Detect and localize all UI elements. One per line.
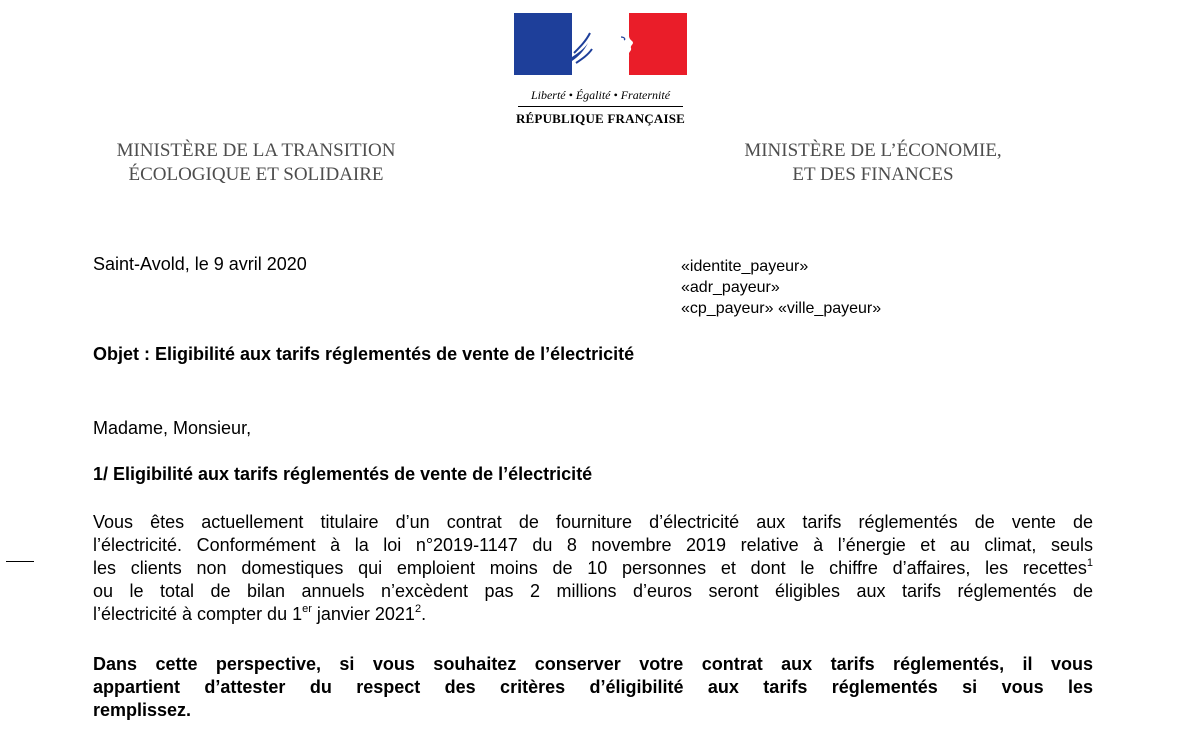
eligibility-line-5-text-c: .	[421, 604, 427, 624]
eligibility-line-5-text-a: l’électricité à compter du 1	[93, 604, 303, 624]
ministry-ecology	[60, 139, 452, 187]
eligibility-line-3	[93, 557, 1093, 580]
ministry-economy	[676, 139, 1070, 187]
republic-motto: Liberté • Égalité • Fraternité	[530, 88, 671, 102]
recipient-city: «cp_payeur» «ville_payeur»	[681, 300, 882, 317]
ordinal-suffix: er	[302, 603, 312, 615]
attestation-paragraph	[93, 653, 1093, 722]
recipient-street: «adr_payeur»	[681, 279, 780, 296]
eligibility-line-5-text-b: janvier 2021	[311, 604, 415, 624]
footnote-ref-2: 2	[414, 603, 422, 615]
ministry-ecology-line2: ÉCOLOGIQUE ET SOLIDAIRE	[128, 164, 384, 185]
eligibility-line-5	[93, 603, 1093, 626]
margin-fold-mark	[6, 561, 34, 562]
recipient-identity: «identite_payeur»	[681, 258, 809, 275]
salutation: Madame, Monsieur,	[93, 418, 252, 438]
motto-divider	[518, 106, 683, 107]
eligibility-line-2: l’électricité. Conformément à la loi n°2019-1147 du 8 novembre 2019 relative à l’énergie et au climat, seuls	[93, 535, 1093, 555]
ministry-ecology-line1: MINISTÈRE DE LA TRANSITION	[116, 140, 396, 161]
attestation-line-3: remplissez.	[93, 700, 192, 720]
eligibility-line-4: ou le total de bilan annuels n’excèdent pas 2 millions d’euros seront éligibles aux tarifs réglementés de	[93, 581, 1093, 601]
eligibility-line-1: Vous êtes actuellement titulaire d’un contrat de fourniture d’électricité aux tarifs réglementés de vente de	[93, 512, 1093, 532]
attestation-line-1: Dans cette perspective, si vous souhaitez conserver votre contrat aux tarifs réglementés, il vous	[93, 654, 1093, 674]
ministry-economy-line2: ET DES FINANCES	[792, 164, 954, 185]
eligibility-line-3-text: les clients non domestiques qui emploient moins de 10 personnes et dont le chiffre d’affaires, les recettes	[93, 558, 1087, 578]
marianne-flag-icon	[514, 13, 687, 75]
attestation-line-2: appartient d’attester du respect des critères d’éligibilité aux tarifs réglementés si vous les	[93, 677, 1093, 697]
place-date: Saint-Avold, le 9 avril 2020	[93, 254, 307, 274]
letter-subject: Objet : Eligibilité aux tarifs réglementés de vente de l’électricité	[93, 344, 635, 364]
recipient-address	[681, 256, 881, 319]
marianne-logo	[514, 13, 687, 126]
section-1-title: 1/ Eligibilité aux tarifs réglementés de vente de l’électricité	[93, 464, 593, 484]
ministry-economy-line1: MINISTÈRE DE L’ÉCONOMIE,	[744, 140, 1002, 161]
eligibility-paragraph	[93, 511, 1093, 626]
footnote-ref-1: 1	[1086, 557, 1093, 569]
republic-name: RÉPUBLIQUE FRANÇAISE	[515, 111, 686, 126]
